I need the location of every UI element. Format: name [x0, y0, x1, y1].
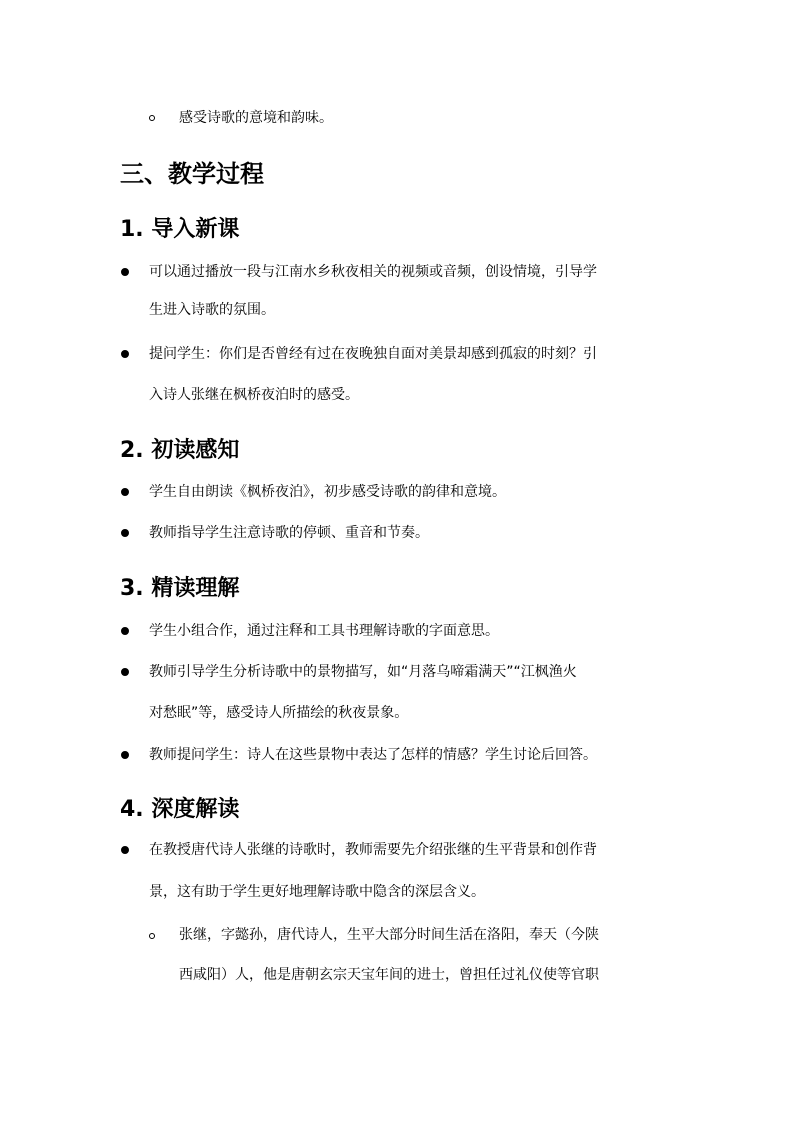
bullet-text: 可以通过播放一段与江南水乡秋夜相关的视频或音频，创设情境，引导学	[149, 264, 597, 280]
bullet-marker	[121, 668, 129, 676]
bullet-text-cont: 景，这有助于学生更好地理解诗歌中隐含的深层含义。	[149, 884, 485, 900]
bullet-marker	[121, 529, 129, 537]
bullet-marker	[121, 268, 129, 276]
bullet-marker	[121, 627, 129, 635]
section-title: 三、教学过程	[120, 160, 264, 188]
bullet-text: 教师提问学生：诗人在这些景物中表达了怎样的情感？学生讨论后回答。	[149, 747, 597, 763]
heading-deep-reading: 4. 深度解读	[120, 797, 240, 822]
bullet-text-cont: 入诗人张继在枫桥夜泊时的感受。	[149, 387, 359, 403]
bullet-text: 在教授唐代诗人张继的诗歌时，教师需要先介绍张继的生平背景和创作背	[149, 842, 597, 858]
sub-bullet-text: 张继，字懿孙，唐代诗人，生平大部分时间生活在洛阳，奉天（今陕	[179, 927, 599, 943]
sub-bullet-text-cont: 西咸阳）人，他是唐朝玄宗天宝年间的进士，曾担任过礼仪使等官职	[179, 967, 599, 983]
bullet-marker	[121, 350, 129, 358]
bullet-text-cont: 生进入诗歌的氛围。	[149, 302, 275, 318]
bullet-text: 学生小组合作，通过注释和工具书理解诗歌的字面意思。	[149, 623, 499, 639]
bullet-text: 提问学生：你们是否曾经有过在夜晚独自面对美景却感到孤寂的时刻？引	[149, 346, 597, 362]
bullet-text: 教师指导学生注意诗歌的停顿、重音和节奏。	[149, 525, 429, 541]
bullet-text: 学生自由朗读《枫桥夜泊》，初步感受诗歌的韵律和意境。	[149, 484, 506, 500]
bullet-marker	[121, 846, 129, 854]
heading-first-reading: 2. 初读感知	[120, 438, 240, 463]
bullet-marker	[121, 488, 129, 496]
intro-sub-item: 感受诗歌的意境和韵味。	[179, 110, 333, 126]
heading-import: 1. 导入新课	[120, 217, 240, 242]
bullet-text: 教师引导学生分析诗歌中的景物描写，如“月落乌啼霜满天”“江枫渔火	[149, 664, 577, 680]
bullet-marker	[121, 751, 129, 759]
sub-bullet-marker	[149, 115, 155, 121]
bullet-text-cont: 对愁眠”等，感受诗人所描绘的秋夜景象。	[149, 705, 409, 721]
heading-close-reading: 3. 精读理解	[120, 576, 240, 601]
sub-bullet-marker	[149, 933, 155, 939]
